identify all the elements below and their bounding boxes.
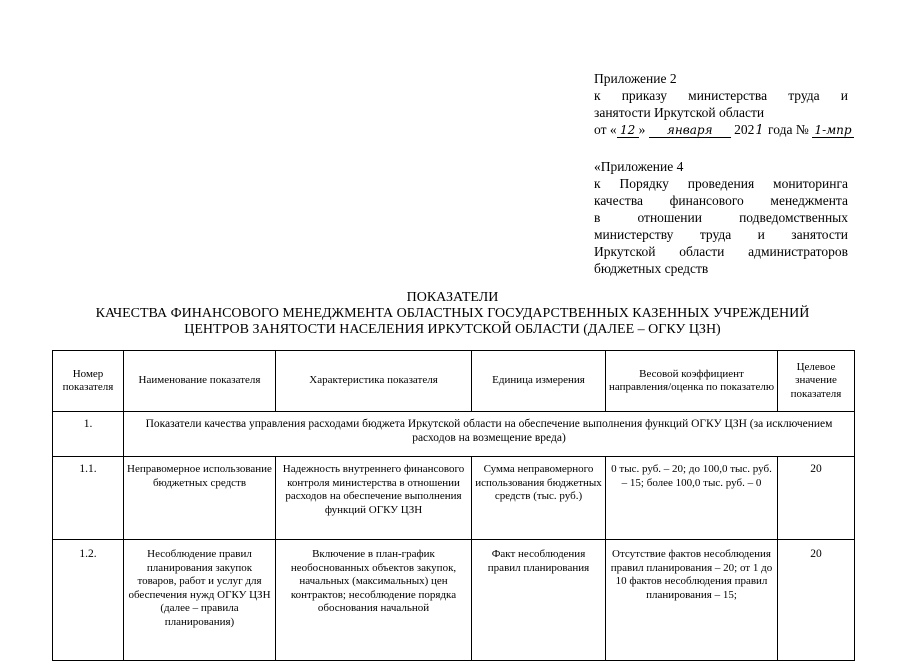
header-target: Целевое значение показателя xyxy=(778,351,855,412)
appendix-2-order-line: к приказу министерства труда и xyxy=(594,88,848,103)
header-weight: Весовой коэффициент направления/оценка по показателю xyxy=(606,351,778,412)
section-number: 1. xyxy=(53,412,124,457)
table-row xyxy=(53,540,855,661)
row-target: 20 xyxy=(778,540,855,661)
header-unit: Единица измерения xyxy=(472,351,606,412)
row-unit: Сумма неправомерного использования бюджетных средств (тыс. руб.) xyxy=(472,457,606,540)
title-line-2: КАЧЕСТВА ФИНАНСОВОГО МЕНЕДЖМЕНТА ОБЛАСТНЫХ ГОСУДАРСТВЕННЫХ КАЗЕННЫХ УЧРЕЖДЕНИЙ xyxy=(95,306,810,321)
header-name: Наименование показателя xyxy=(124,351,276,412)
row-name: Неправомерное использование бюджетных средств xyxy=(124,457,276,540)
header-characteristic: Характеристика показателя xyxy=(276,351,472,412)
row-weight: Отсутствие фактов несоблюдения правил планирования – 20; от 1 до 10 фактов несоблюдения правил планирования – 15; xyxy=(606,540,778,661)
section-title: Показатели качества управления расходами бюджета Иркутской области на обеспечение выполнения функций ОГКУ ЦЗН (за исключением расходов на возмещение вреда) xyxy=(124,412,855,457)
appendix-4-line: качества финансового менеджмента xyxy=(594,193,848,208)
appendix-4-header xyxy=(594,158,848,277)
table-row xyxy=(53,457,855,540)
row-characteristic: Включение в план-график необоснованных объектов закупок, начальных (максимальных) цен контрактов; несоблюдение порядка обоснования начальной xyxy=(276,540,472,661)
handwritten-day: 12 xyxy=(617,124,639,138)
appendix-4-line: бюджетных средств xyxy=(594,261,709,276)
document-title xyxy=(40,290,865,338)
title-line-3: ЦЕНТРОВ ЗАНЯТОСТИ НАСЕЛЕНИЯ ИРКУТСКОЙ ОБЛАСТИ (ДАЛЕЕ – ОГКУ ЦЗН) xyxy=(184,322,721,337)
appendix-2-ministry-line: занятости Иркутской области xyxy=(594,105,765,120)
date-prefix: от « xyxy=(594,122,617,137)
row-weight: 0 тыс. руб. – 20; до 100,0 тыс. руб. – 15; более 100,0 тыс. руб. – 0 xyxy=(606,457,778,540)
handwritten-order-number: 1-мпр xyxy=(812,124,854,138)
appendix-4-line: к Порядку проведения мониторинга xyxy=(594,176,848,191)
year-suffix: года № xyxy=(764,122,809,137)
handwritten-year-digit: 1 xyxy=(755,123,764,138)
row-characteristic: Надежность внутреннего финансового контроля министерства в отношении расходов на обеспечение выполнения функций ОГКУ ЦЗН xyxy=(276,457,472,540)
table-header-row xyxy=(53,351,855,412)
indicators-table xyxy=(52,350,855,661)
handwritten-month: января xyxy=(649,124,731,138)
row-number: 1.2. xyxy=(53,540,124,661)
appendix-4-line: Иркутской области администраторов xyxy=(594,244,848,259)
section-row xyxy=(53,412,855,457)
row-name: Несоблюдение правил планирования закупок товаров, работ и услуг для обеспечения нужд ОГКУ ЦЗН (далее – правила планирования) xyxy=(124,540,276,661)
year-prefix: 202 xyxy=(734,122,755,137)
appendix-2-date-line xyxy=(594,121,852,138)
appendix-2-title: Приложение 2 xyxy=(594,71,677,86)
appendix-2-header xyxy=(594,70,852,138)
appendix-4-line: «Приложение 4 xyxy=(594,159,684,174)
row-unit: Факт несоблюдения правил планирования xyxy=(472,540,606,661)
header-number: Номер показателя xyxy=(53,351,124,412)
appendix-4-line: в отношении подведомственных xyxy=(594,210,848,225)
row-target: 20 xyxy=(778,457,855,540)
appendix-4-line: министерству труда и занятости xyxy=(594,227,848,242)
title-line-1: ПОКАЗАТЕЛИ xyxy=(406,290,499,305)
date-mid: » xyxy=(638,122,646,137)
row-number: 1.1. xyxy=(53,457,124,540)
